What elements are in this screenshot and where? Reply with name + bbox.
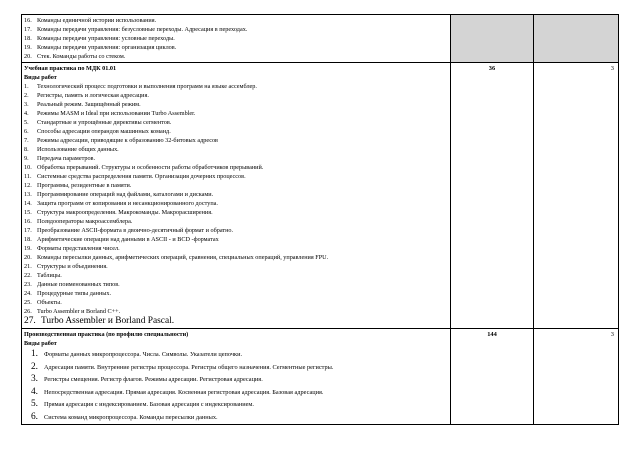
- production-item-list: [24, 348, 450, 423]
- training-title: Учебная практика по МДК 01.01: [24, 65, 117, 72]
- hours-cell-production: [451, 329, 534, 425]
- list-item-number: 25.: [24, 299, 32, 306]
- list-item: [24, 154, 450, 163]
- hours-cell-training: [451, 63, 534, 329]
- list-item-text: Данные поименованных типов.: [37, 281, 120, 288]
- list-item-text: Объекты.: [37, 299, 62, 306]
- list-item: [24, 190, 450, 199]
- list-item-text: Turbo Assembler и Borland Pascal.: [41, 316, 175, 326]
- list-item: [24, 52, 450, 61]
- list-item-number: 18.: [24, 35, 32, 42]
- list-item-text: Форматы представления чисел.: [37, 245, 120, 252]
- list-item-number: 15.: [24, 209, 32, 216]
- level-cell-production: [534, 329, 619, 425]
- list-item-text: Программы, резидентные в памяти.: [37, 182, 132, 189]
- curriculum-table: [21, 14, 619, 425]
- list-item: [24, 34, 450, 43]
- list-item: [24, 348, 450, 361]
- training-item-list: [24, 82, 450, 316]
- training-level: 3: [610, 65, 614, 72]
- list-item-number: 19.: [24, 44, 32, 51]
- list-item: [24, 289, 450, 298]
- list-item-text: Арифметические операции над данными в ASCII - и BCD -форматах: [37, 236, 219, 243]
- list-item-number: 10.: [24, 164, 32, 171]
- list-item-text: Системные средства распределения памяти. Организация дочерних процессов.: [37, 173, 246, 180]
- list-item-number: 20.: [24, 254, 32, 261]
- list-item: [24, 262, 450, 271]
- list-item-number: 21.: [24, 263, 32, 270]
- list-item-number: 18.: [24, 236, 32, 243]
- list-item-text: Структура макроопределения. Макрокоманды. Макрорасширения.: [37, 209, 213, 216]
- list-item-text: Команды передачи управления: условные переходы.: [37, 35, 175, 42]
- list-item-text: Стандартные и упрощённые директивы сегментов.: [37, 119, 172, 126]
- list-item: [24, 127, 450, 136]
- list-item: [24, 25, 450, 34]
- list-item: [24, 411, 450, 424]
- list-item-number: 8.: [24, 146, 29, 153]
- list-item-text: Адресация памяти. Внутренние регистры процессора. Регистры общего назначения. Сегментные регистры.: [44, 363, 334, 371]
- list-item: [24, 181, 450, 190]
- list-item-number: 27.: [24, 316, 36, 326]
- table-row-top: [22, 15, 619, 63]
- list-item-number: 17.: [24, 26, 32, 33]
- list-item-text: Непосредственная адресация. Прямая адресация. Косвенная регистровая адресация. Базовая адресация.: [44, 388, 324, 396]
- list-item-text: Режимы MASM и Ideal при использовании Turbo Assembler.: [37, 110, 196, 117]
- list-item-text: Таблицы.: [37, 272, 62, 279]
- production-list-cell: [22, 329, 451, 425]
- list-item-number: 19.: [24, 245, 32, 252]
- list-item: [24, 244, 450, 253]
- training-list-cell: [22, 63, 451, 329]
- list-item-text: Реальный режим. Защищённый режим.: [37, 101, 141, 108]
- list-item: [24, 307, 450, 316]
- list-item-number: 20.: [24, 53, 32, 60]
- list-item-number: 4.: [24, 110, 29, 117]
- list-item: [24, 118, 450, 127]
- production-title: Производственная практика (по профилю специальности): [24, 331, 189, 338]
- top-list-cell: [22, 15, 451, 63]
- list-item: [24, 91, 450, 100]
- list-item-text: Прямая адресация с индексированием. Базовая адресация с индексированием.: [44, 401, 254, 408]
- list-item: [24, 386, 450, 399]
- list-item-text: Способы адресации операндов машинных команд.: [37, 128, 171, 135]
- list-item-text: Защита программ от копирования и несанкционированного доступа.: [37, 200, 218, 207]
- list-item-number: 4.: [30, 386, 38, 397]
- list-item-number: 14.: [24, 200, 32, 207]
- list-item-text: Стек. Команды работы со стеком.: [37, 53, 126, 60]
- list-item: [24, 16, 450, 25]
- list-item-number: 5.: [30, 399, 38, 409]
- list-item: [24, 373, 450, 386]
- list-item-number: 13.: [24, 191, 32, 198]
- list-item: [24, 199, 450, 208]
- list-item: [24, 208, 450, 217]
- list-item-text: Обработка прерываний. Структуры и особенности работы обработчиков прерываний.: [37, 164, 264, 171]
- table-row-training: [22, 63, 619, 329]
- list-item: [24, 43, 450, 52]
- list-item-number: 2.: [24, 92, 29, 99]
- list-item: [24, 398, 450, 411]
- list-item-text: Программирование операций над файлами, каталогами и дисками.: [37, 191, 214, 198]
- list-item: [24, 235, 450, 244]
- list-item-number: 12.: [24, 182, 32, 189]
- list-item-text: Процедурные типы данных.: [37, 290, 112, 297]
- list-item-text: Форматы данных микропроцессора. Числа. Символы. Указатели цепочки.: [44, 351, 243, 358]
- list-item-number: 16.: [24, 218, 32, 225]
- training-subtitle: Виды работ: [24, 74, 57, 81]
- level-cell-top: [534, 15, 619, 63]
- list-item-text: Технологический процесс подготовки и выполнения программ на языке ассемблер.: [37, 83, 257, 90]
- level-cell-training: [534, 63, 619, 329]
- list-item-text: Структуры и объединения.: [37, 263, 108, 270]
- list-item-text: Режимы адресации, приводящие к образованию 32-битовых адресов: [37, 137, 218, 144]
- production-hours: 144: [487, 331, 497, 338]
- list-item-text: Использование общих данных.: [37, 146, 119, 153]
- list-item: [24, 316, 450, 327]
- list-item-number: 2.: [30, 361, 38, 372]
- list-item-number: 7.: [24, 137, 29, 144]
- table-row-production: [22, 329, 619, 425]
- list-item: [24, 136, 450, 145]
- list-item-text: Команды единичной истории использования.: [37, 17, 157, 24]
- list-item-number: 16.: [24, 17, 32, 24]
- training-hours: 36: [488, 65, 496, 72]
- production-subtitle: Виды работ: [24, 340, 57, 347]
- list-item: [24, 253, 450, 262]
- list-item-number: 1.: [30, 349, 38, 359]
- list-item-text: Система команд микропроцессора. Команды пересылки данных.: [44, 413, 218, 421]
- list-item: [24, 280, 450, 289]
- list-item: [24, 361, 450, 374]
- list-item-text: Turbo Assembler и Borland C++.: [37, 308, 121, 315]
- hours-cell-top: [451, 15, 534, 63]
- list-item-number: 11.: [24, 173, 32, 180]
- list-item-text: Передача параметров.: [37, 155, 96, 162]
- list-item: [24, 82, 450, 91]
- list-item-text: Команды передачи управления: организация циклов.: [37, 44, 177, 51]
- list-item: [24, 145, 450, 154]
- list-item: [24, 298, 450, 307]
- list-item-number: 5.: [24, 119, 29, 126]
- list-item-number: 24.: [24, 290, 32, 297]
- list-item-number: 6.: [24, 128, 29, 135]
- list-item-number: 3.: [30, 374, 38, 384]
- list-item-number: 26.: [24, 308, 32, 315]
- list-item-number: 6.: [30, 411, 38, 422]
- list-item-text: Регистры, память и логическая адресация.: [37, 92, 149, 99]
- list-item: [24, 172, 450, 181]
- top-item-list: [22, 15, 450, 62]
- list-item-number: 22.: [24, 272, 32, 279]
- list-item: [24, 109, 450, 118]
- list-item-text: Преобразование ASCII-формата в двоично-десятичный формат и обратно.: [37, 227, 234, 234]
- list-item-number: 17.: [24, 227, 32, 234]
- list-item: [24, 271, 450, 280]
- list-item: [24, 217, 450, 226]
- list-item-number: 1.: [24, 83, 29, 90]
- list-item-text: Команды пересылки данных, арифметических операций, сравнения, специальных операций, управления FPU.: [37, 254, 329, 261]
- list-item-text: Регистры смещения. Регистр флагов. Режимы адресации. Регистровая адресация.: [44, 376, 263, 383]
- production-level: 3: [610, 331, 614, 338]
- list-item: [24, 163, 450, 172]
- list-item-number: 9.: [24, 155, 29, 162]
- list-item-number: 23.: [24, 281, 32, 288]
- list-item-text: Псевдооператоры макроассемблера.: [37, 218, 133, 225]
- list-item: [24, 100, 450, 109]
- list-item-number: 3.: [24, 101, 29, 108]
- list-item-text: Команды передачи управления: безусловные переходы. Адресация в переходах.: [37, 26, 248, 33]
- list-item: [24, 226, 450, 235]
